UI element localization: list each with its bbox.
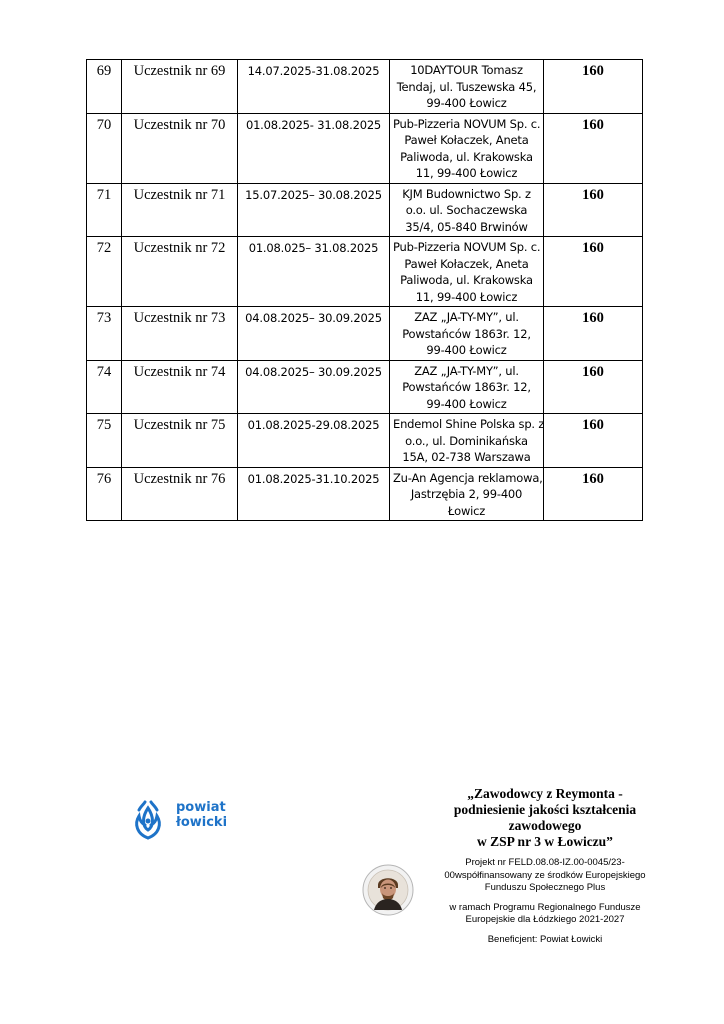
employer-line: Paliwoda, ul. Krakowska — [400, 149, 533, 164]
table-row — [87, 414, 643, 468]
employer-line: 11, 99-400 Łowicz — [415, 166, 518, 180]
employer-line: Paweł Kołaczek, Aneta — [404, 256, 529, 271]
participant-name: Uczestnik nr 74 — [122, 360, 238, 414]
hours-count: 160 — [544, 60, 643, 114]
project-title-line: w ZSP nr 3 w Łowiczu” — [477, 834, 613, 849]
employer-line: Pub-Pizzeria NOVUM Sp. c. — [393, 240, 541, 254]
hours-count: 160 — [544, 113, 643, 183]
project-title-line: „Zawodowcy z Reymonta - — [467, 786, 623, 801]
portrait-medallion-icon — [362, 864, 414, 916]
row-number: 72 — [87, 237, 122, 307]
internship-dates: 14.07.2025-31.08.2025 — [238, 60, 390, 114]
employer-cell — [390, 467, 544, 521]
employer-line: Łowicz — [447, 503, 486, 518]
employer-line: 35/4, 05-840 Brwinów — [405, 219, 528, 234]
project-number-block — [432, 857, 658, 895]
internship-dates: 04.08.2025– 30.09.2025 — [238, 360, 390, 414]
table-row — [87, 183, 643, 237]
row-number: 71 — [87, 183, 122, 237]
project-number-line: Projekt nr FELD.08.08-IZ.00-0045/23- — [465, 857, 625, 868]
project-footer — [432, 786, 658, 946]
participants-table-body — [87, 60, 643, 521]
employer-line: 11, 99-400 Łowicz — [415, 289, 518, 304]
hours-count: 160 — [544, 467, 643, 521]
participant-name: Uczestnik nr 75 — [122, 414, 238, 468]
program-line: Europejskie dla Łódzkiego 2021-2027 — [465, 914, 625, 925]
employer-line: ZAZ „JA-TY-MY”, ul. — [414, 363, 519, 378]
hours-count: 160 — [544, 360, 643, 414]
participant-name: Uczestnik nr 71 — [122, 183, 238, 237]
employer-cell — [390, 113, 544, 183]
employer-cell — [390, 183, 544, 237]
employer-cell — [390, 307, 544, 361]
internship-dates: 04.08.2025– 30.09.2025 — [238, 307, 390, 361]
participant-name: Uczestnik nr 76 — [122, 467, 238, 521]
powiat-lowicki-logo — [131, 800, 231, 840]
hours-count: 160 — [544, 237, 643, 307]
reymont-portrait-seal — [362, 864, 414, 916]
table-row — [87, 237, 643, 307]
employer-line: Jastrzębia 2, 99-400 — [410, 487, 523, 501]
participant-name: Uczestnik nr 70 — [122, 113, 238, 183]
participant-name: Uczestnik nr 73 — [122, 307, 238, 361]
table-row — [87, 307, 643, 361]
table-row — [87, 360, 643, 414]
employer-line: 15A, 02-738 Warszawa — [402, 450, 531, 464]
row-number: 76 — [87, 467, 122, 521]
employer-line: Pub-Pizzeria NOVUM Sp. c. — [393, 116, 541, 131]
row-number: 73 — [87, 307, 122, 361]
employer-cell — [390, 237, 544, 307]
row-number: 74 — [87, 360, 122, 414]
employer-line: Endemol Shine Polska sp. z — [393, 417, 545, 431]
employer-line: o.o., ul. Dominikańska — [405, 433, 528, 448]
program-block — [432, 902, 658, 927]
employer-line: ZAZ „JA-TY-MY”, ul. — [414, 310, 519, 324]
hours-count: 160 — [544, 414, 643, 468]
employer-cell — [390, 414, 544, 468]
internship-dates: 01.08.025– 31.08.2025 — [238, 237, 390, 307]
project-title-line: zawodowego — [508, 818, 582, 833]
logo-line-1: powiat — [176, 800, 226, 815]
project-title-line: podniesienie jakości kształcenia — [453, 802, 637, 817]
project-title — [432, 786, 658, 850]
internship-dates: 01.08.2025-31.10.2025 — [238, 467, 390, 521]
internship-dates: 01.08.2025-29.08.2025 — [238, 414, 390, 468]
program-line: w ramach Programu Regionalnego Fundusze — [449, 901, 641, 913]
participants-table-container — [86, 59, 642, 521]
row-number: 75 — [87, 414, 122, 468]
employer-line: 10DAYTOUR Tomasz — [410, 63, 523, 77]
participants-table — [86, 59, 643, 521]
beneficiary-text: Beneficjent: Powiat Łowicki — [487, 933, 603, 945]
employer-line: Paweł Kołaczek, Aneta — [404, 133, 529, 147]
employer-line: Powstańców 1863r. 12, — [402, 326, 531, 341]
participant-name: Uczestnik nr 72 — [122, 237, 238, 307]
table-row — [87, 467, 643, 521]
internship-dates: 15.07.2025– 30.08.2025 — [238, 183, 390, 237]
project-number-line: 00współfinansowany ze środków Europejskiego — [444, 869, 646, 881]
row-number: 69 — [87, 60, 122, 114]
employer-cell — [390, 60, 544, 114]
employer-line: 99-400 Łowicz — [426, 343, 507, 357]
employer-line: 99-400 Łowicz — [426, 396, 507, 411]
employer-line: Paliwoda, ul. Krakowska — [400, 273, 533, 287]
table-row — [87, 113, 643, 183]
employer-line: o.o. ul. Sochaczewska — [405, 203, 528, 217]
hours-count: 160 — [544, 183, 643, 237]
employer-cell — [390, 360, 544, 414]
logo-wordmark — [176, 800, 227, 830]
table-row — [87, 60, 643, 114]
employer-line: 99-400 Łowicz — [426, 96, 507, 110]
employer-line: Tendaj, ul. Tuszewska 45, — [396, 79, 537, 94]
internship-dates: 01.08.2025- 31.08.2025 — [238, 113, 390, 183]
employer-line: Powstańców 1863r. 12, — [402, 380, 531, 394]
row-number: 70 — [87, 113, 122, 183]
participant-name: Uczestnik nr 69 — [122, 60, 238, 114]
project-number-line: Funduszu Społecznego Plus — [484, 882, 606, 893]
employer-line: Zu-An Agencja reklamowa, — [393, 470, 543, 485]
hours-count: 160 — [544, 307, 643, 361]
logo-line-2: łowicki — [176, 815, 228, 830]
flame-emblem-icon — [131, 800, 165, 840]
employer-line: KJM Budownictwo Sp. z — [402, 186, 531, 201]
